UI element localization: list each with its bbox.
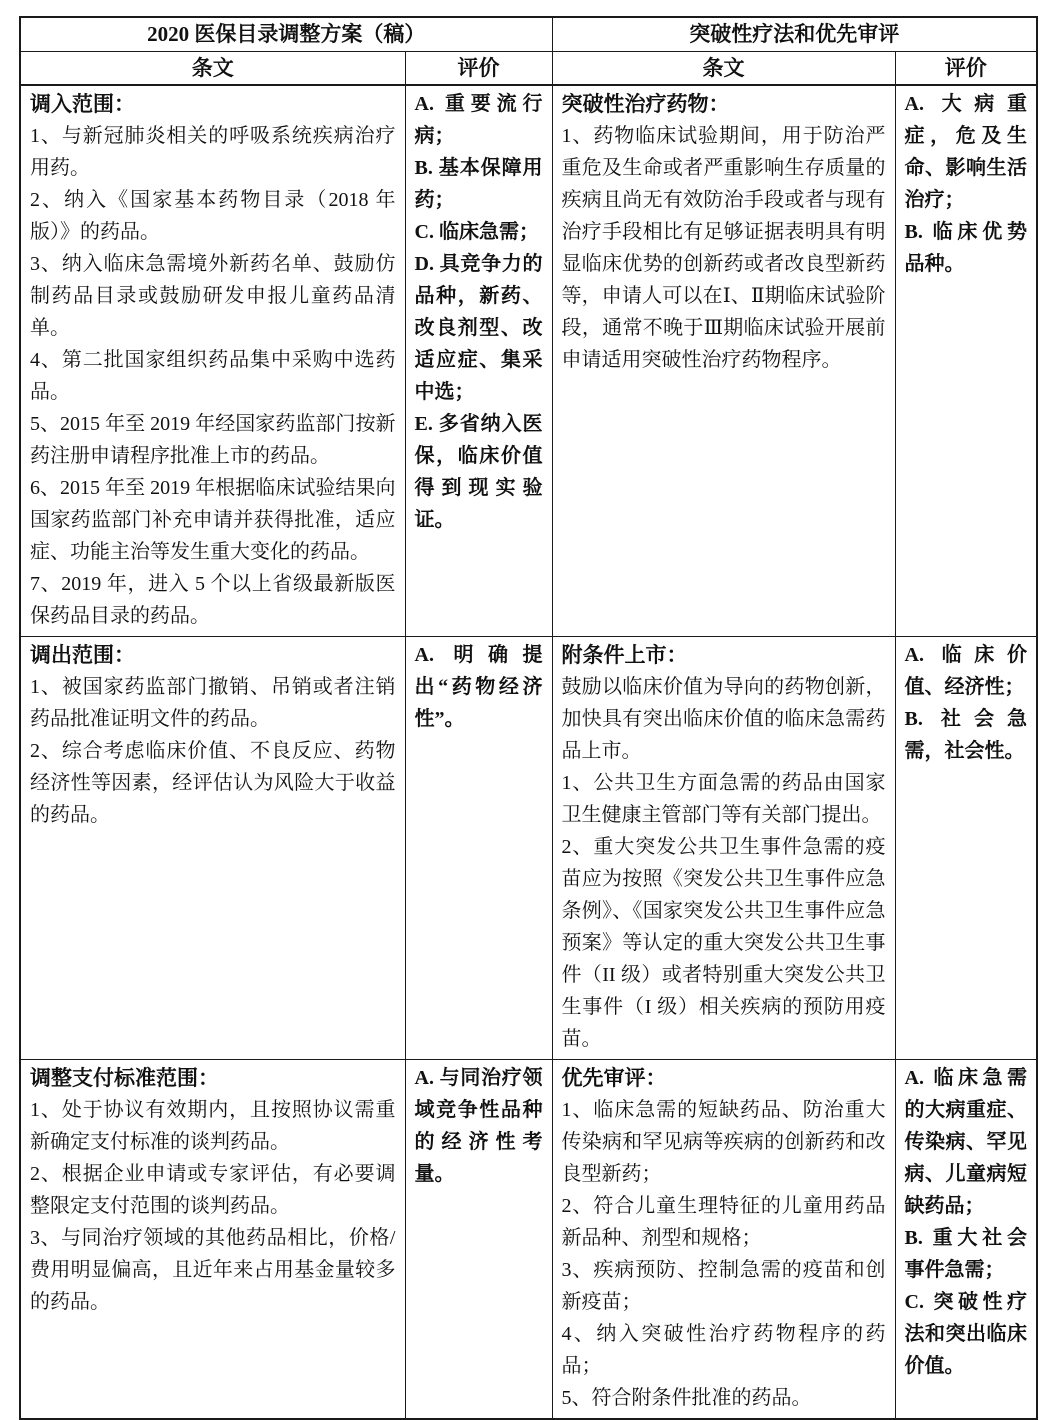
- cell-youxian-pingjia: [895, 1060, 1037, 1420]
- table-row-tiaochu: [20, 637, 1037, 1060]
- cell-heading: 突破性治疗药物：: [561, 92, 730, 116]
- paragraph: 2、根据企业申请或专家评估，有必要调整限定支付范围的谈判药品。: [30, 1163, 396, 1217]
- paragraph: A. 与同治疗领域竞争性品种的经济性考量。: [414, 1067, 543, 1185]
- comparison-table: [19, 16, 1038, 1420]
- cell-tiaochu-tiaowen: [20, 637, 405, 1060]
- cell-tupoxing-pingjia: [895, 85, 1037, 637]
- paragraph: B. 临床优势品种。: [904, 221, 1027, 275]
- cell-youxian-tiaowen: [552, 1060, 895, 1420]
- paragraph: A. 重要流行病；: [414, 93, 543, 147]
- paragraph: E. 多省纳入医保，临床价值得到现实验证。: [414, 413, 543, 531]
- paragraph: 鼓励以临床价值为导向的药物创新，加快具有突出临床价值的临床急需药品上市。: [561, 676, 886, 762]
- table-row-tiaoru: [20, 85, 1037, 637]
- table-row-tiaozheng: [20, 1060, 1037, 1420]
- cell-futiaojian-pingjia: [895, 637, 1037, 1060]
- paragraph: 7、2019 年，进入 5 个以上省级最新版医保药品目录的药品。: [30, 573, 396, 627]
- paragraph: 1、处于协议有效期内，且按照协议需重新确定支付标准的谈判药品。: [30, 1099, 396, 1153]
- section-title-left: 2020 医保目录调整方案（稿）: [20, 17, 552, 51]
- paragraph: 2、符合儿童生理特征的儿童用药品新品种、剂型和规格；: [561, 1195, 886, 1249]
- section-title-right: 突破性疗法和优先审评: [552, 17, 1037, 51]
- paragraph: 2、重大突发公共卫生事件急需的疫苗应为按照《突发公共卫生事件应急条例》、《国家突发公共卫生事件应急预案》等认定的重大突发公共卫生事件（II 级）或者特别重大突发公共卫生事件（I 级）相关疾病的预防用疫苗。: [561, 836, 886, 1050]
- paragraph: D. 具竞争力的品种，新药、改良剂型、改适应症、集采中选；: [414, 253, 543, 403]
- paragraph: 3、疾病预防、控制急需的疫苗和创新疫苗；: [561, 1259, 886, 1313]
- paragraph: 1、药物临床试验期间，用于防治严重危及生命或者严重影响生存质量的疾病且尚无有效防治手段或者与现有治疗手段相比有足够证据表明具有明显临床优势的创新药或者改良型新药等，申请人可以在Ⅰ、Ⅱ期临床试验阶段，通常不晚于Ⅲ期临床试验开展前申请适用突破性治疗药物程序。: [561, 125, 886, 371]
- cell-heading: 调入范围：: [30, 92, 135, 116]
- paragraph: A. 大病重症，危及生命、影响生活治疗；: [904, 93, 1027, 211]
- paragraph: 6、2015 年至 2019 年根据临床试验结果向国家药监部门补充申请并获得批准，适应症、功能主治等发生重大变化的药品。: [30, 477, 396, 563]
- paragraph: 4、纳入突破性治疗药物程序的药品；: [561, 1323, 886, 1377]
- cell-tupoxing-tiaowen: [552, 85, 895, 637]
- column-header-pingjia-left: 评价: [405, 51, 552, 85]
- paragraph: A. 明确提出“药物经济性”。: [414, 644, 543, 730]
- column-header-row: [20, 51, 1037, 85]
- cell-tiaozheng-pingjia: [405, 1060, 552, 1420]
- paragraph: C. 突破性疗法和突出临床价值。: [904, 1291, 1027, 1377]
- section-title-row: [20, 17, 1037, 51]
- cell-heading: 优先审评：: [561, 1066, 667, 1090]
- paragraph: B. 重大社会事件急需；: [904, 1227, 1027, 1281]
- paragraph: 3、纳入临床急需境外新药名单、鼓励仿制药品目录或鼓励研发申报儿童药品清单。: [30, 253, 396, 339]
- cell-tiaoru-pingjia: [405, 85, 552, 637]
- paragraph: 3、与同治疗领域的其他药品相比，价格/费用明显偏高，且近年来占用基金量较多的药品。: [30, 1227, 396, 1313]
- cell-tiaozheng-tiaowen: [20, 1060, 405, 1420]
- paragraph: B. 社会急需，社会性。: [904, 708, 1027, 762]
- paragraph: 4、第二批国家组织药品集中采购中选药品。: [30, 349, 396, 403]
- paragraph: 5、2015 年至 2019 年经国家药监部门按新药注册申请程序批准上市的药品。: [30, 413, 396, 467]
- paragraph: 2、纳入《国家基本药物目录（2018 年版）》的药品。: [30, 189, 396, 243]
- cell-futiaojian-tiaowen: [552, 637, 895, 1060]
- cell-tiaoru-tiaowen: [20, 85, 405, 637]
- paragraph: A. 临床价值、经济性；: [904, 644, 1027, 698]
- column-header-tiaowen-right: 条文: [552, 51, 895, 85]
- paragraph: B. 基本保障用药；: [414, 157, 543, 211]
- cell-tiaochu-pingjia: [405, 637, 552, 1060]
- column-header-pingjia-right: 评价: [895, 51, 1037, 85]
- cell-heading: 附条件上市：: [561, 643, 688, 667]
- paragraph: 2、综合考虑临床价值、不良反应、药物经济性等因素，经评估认为风险大于收益的药品。: [30, 740, 396, 826]
- paragraph: 1、与新冠肺炎相关的呼吸系统疾病治疗用药。: [30, 125, 396, 179]
- paragraph: C. 临床急需；: [414, 221, 539, 243]
- cell-heading: 调整支付标准范围：: [30, 1066, 219, 1090]
- column-header-tiaowen-left: 条文: [20, 51, 405, 85]
- cell-heading: 调出范围：: [30, 643, 135, 667]
- paragraph: A. 临床急需的大病重症、传染病、罕见病、儿童病短缺药品；: [904, 1067, 1027, 1217]
- paragraph: 5、符合附条件批准的药品。: [561, 1387, 812, 1409]
- paragraph: 1、公共卫生方面急需的药品由国家卫生健康主管部门等有关部门提出。: [561, 772, 886, 826]
- paragraph: 1、被国家药监部门撤销、吊销或者注销药品批准证明文件的药品。: [30, 676, 396, 730]
- paragraph: 1、临床急需的短缺药品、防治重大传染病和罕见病等疾病的创新药和改良型新药；: [561, 1099, 886, 1185]
